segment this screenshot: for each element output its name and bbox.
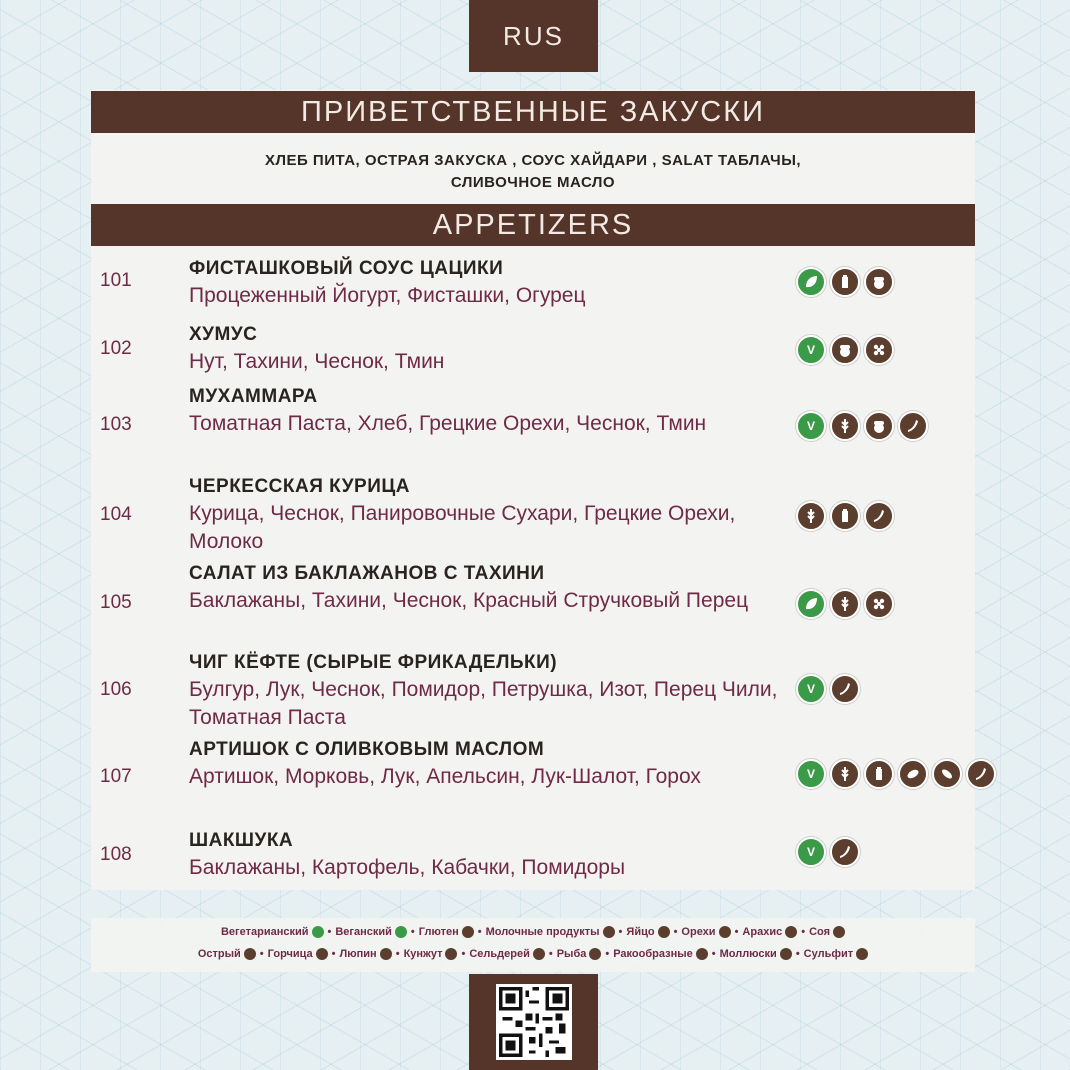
item-allergen-icons bbox=[796, 267, 894, 297]
legend-separator: • bbox=[461, 948, 466, 960]
legend-icon bbox=[312, 926, 324, 938]
legend-icon bbox=[785, 926, 797, 938]
spicy-icon bbox=[830, 837, 860, 867]
legend-icon bbox=[395, 926, 407, 938]
item-allergen-icons bbox=[796, 411, 928, 441]
item-title: АРТИШОК С ОЛИВКОВЫМ МАСЛОМ bbox=[189, 739, 545, 760]
legend-label: Моллюски bbox=[719, 948, 777, 960]
legend-separator: • bbox=[801, 926, 806, 938]
item-number: 102 bbox=[100, 338, 132, 359]
language-tab[interactable]: RUS bbox=[469, 0, 598, 72]
vegan-icon: V bbox=[796, 335, 826, 365]
legend-icon bbox=[658, 926, 670, 938]
legend-icon bbox=[316, 948, 328, 960]
nuts-icon bbox=[864, 267, 894, 297]
legend-label: Острый bbox=[197, 948, 241, 960]
vegetarian-icon bbox=[796, 267, 826, 297]
legend-label: Сульфит bbox=[803, 948, 854, 960]
legend-separator: • bbox=[795, 948, 800, 960]
legend-icon bbox=[833, 926, 845, 938]
legend-label: Веганский bbox=[335, 926, 392, 938]
item-title: ФИСТАШКОВЫЙ СОУС ЦАЦИКИ bbox=[189, 258, 504, 279]
legend-label: Кунжут bbox=[403, 948, 443, 960]
legend-item bbox=[198, 948, 256, 960]
legend-row-2 bbox=[91, 948, 975, 960]
sesame-icon bbox=[864, 589, 894, 619]
legend-item bbox=[268, 948, 328, 960]
legend-separator: • bbox=[618, 926, 623, 938]
legend-item bbox=[340, 948, 392, 960]
item-allergen-icons bbox=[796, 501, 894, 531]
vegetarian-icon bbox=[796, 589, 826, 619]
legend-separator: • bbox=[477, 926, 482, 938]
legend-label: Молочные продукты bbox=[485, 926, 600, 938]
legend-icon bbox=[589, 948, 601, 960]
legend-label: Арахис bbox=[742, 926, 783, 938]
gluten-icon bbox=[830, 759, 860, 789]
item-title: САЛАТ ИЗ БАКЛАЖАНОВ С ТАХИНИ bbox=[189, 563, 545, 584]
item-description: Нут, Тахини, Чеснок, Тмин bbox=[189, 350, 445, 373]
item-description: Процеженный Йогурт, Фисташки, Огурец bbox=[189, 284, 586, 307]
qr-tab[interactable] bbox=[469, 974, 598, 1070]
item-description: Курица, Чеснок, Панировочные Сухари, Грецкие Орехи, Молоко bbox=[189, 502, 736, 553]
legend-item bbox=[469, 948, 545, 960]
legend-label: Соя bbox=[809, 926, 830, 938]
item-number: 104 bbox=[100, 504, 132, 525]
legend-icon bbox=[244, 948, 256, 960]
item-title: ЧИГ КЁФТЕ (СЫРЫЕ ФРИКАДЕЛЬКИ) bbox=[189, 652, 558, 673]
spicy-icon bbox=[966, 759, 996, 789]
legend-label: Яйцо bbox=[626, 926, 655, 938]
legend-icon bbox=[856, 948, 868, 960]
vegan-icon: V bbox=[796, 411, 826, 441]
legend-icon bbox=[533, 948, 545, 960]
item-description: Томатная Паста, Хлеб, Грецкие Орехи, Чеснок, Тмин bbox=[189, 412, 707, 435]
legend-item bbox=[626, 926, 669, 938]
item-description: Баклажаны, Тахини, Чеснок, Красный Стручковый Перец bbox=[189, 589, 749, 612]
welcome-description bbox=[91, 150, 975, 194]
item-description: Артишок, Морковь, Лук, Апельсин, Лук-Шалот, Горох bbox=[189, 765, 701, 788]
welcome-line-1: ХЛЕБ ПИТА, ОСТРАЯ ЗАКУСКА , СОУС ХАЙДАРИ , SАLАТ ТАБЛАЧЫ, bbox=[264, 152, 802, 169]
welcome-line-2: СЛИВОЧНОЕ МАСЛО bbox=[450, 174, 616, 191]
peanut-icon bbox=[898, 759, 928, 789]
item-allergen-icons bbox=[796, 589, 894, 619]
gluten-icon bbox=[830, 589, 860, 619]
nuts-icon bbox=[864, 411, 894, 441]
legend-icon bbox=[603, 926, 615, 938]
legend-icon bbox=[719, 926, 731, 938]
vegan-icon: V bbox=[796, 674, 826, 704]
dairy-icon bbox=[830, 267, 860, 297]
dairy-icon bbox=[830, 501, 860, 531]
item-number: 108 bbox=[100, 844, 132, 865]
vegan-icon: V bbox=[796, 837, 826, 867]
legend-item bbox=[720, 948, 792, 960]
item-allergen-icons bbox=[796, 837, 860, 867]
legend-label: Люпин bbox=[339, 948, 377, 960]
item-description: Баклажаны, Картофель, Кабачки, Помидоры bbox=[189, 856, 626, 879]
welcome-heading: ПРИВЕТСТВЕННЫЕ ЗАКУСКИ bbox=[91, 91, 975, 133]
item-allergen-icons bbox=[796, 674, 860, 704]
legend-label: Горчица bbox=[267, 948, 313, 960]
legend-label: Орехи bbox=[681, 926, 716, 938]
spicy-icon bbox=[898, 411, 928, 441]
item-allergen-icons bbox=[796, 335, 894, 365]
legend-separator: • bbox=[605, 948, 610, 960]
legend-row-1 bbox=[91, 926, 975, 938]
item-title: ШАКШУКА bbox=[189, 830, 294, 851]
spicy-icon bbox=[830, 674, 860, 704]
legend-separator: • bbox=[331, 948, 336, 960]
legend-item bbox=[681, 926, 730, 938]
legend-item bbox=[486, 926, 615, 938]
item-number: 103 bbox=[100, 414, 132, 435]
qr-code-icon[interactable] bbox=[496, 984, 572, 1060]
legend-item bbox=[804, 948, 868, 960]
item-title: МУХАММАРА bbox=[189, 386, 318, 407]
vegan-icon: V bbox=[796, 759, 826, 789]
legend-separator: • bbox=[395, 948, 400, 960]
item-allergen-icons bbox=[796, 759, 996, 789]
legend-icon bbox=[380, 948, 392, 960]
item-title: ЧЕРКЕССКАЯ КУРИЦА bbox=[189, 476, 410, 497]
legend-separator: • bbox=[548, 948, 553, 960]
section-heading: APPETIZERS bbox=[91, 204, 975, 246]
legend-item bbox=[335, 926, 407, 938]
legend-icon bbox=[445, 948, 457, 960]
legend-label: Ракообразные bbox=[613, 948, 693, 960]
legend-item bbox=[742, 926, 797, 938]
sesame-icon bbox=[864, 335, 894, 365]
legend-icon bbox=[696, 948, 708, 960]
spicy-icon bbox=[864, 501, 894, 531]
legend-separator: • bbox=[711, 948, 716, 960]
legend-item bbox=[221, 926, 324, 938]
item-number: 107 bbox=[100, 766, 132, 787]
dairy-icon bbox=[864, 759, 894, 789]
legend-icon bbox=[780, 948, 792, 960]
item-number: 105 bbox=[100, 592, 132, 613]
legend-icon bbox=[462, 926, 474, 938]
legend-label: Глютен bbox=[418, 926, 459, 938]
item-number: 101 bbox=[100, 270, 132, 291]
legend-label: Сельдерей bbox=[469, 948, 530, 960]
legend-item bbox=[557, 948, 602, 960]
legend-label: Вегетарианский bbox=[220, 926, 309, 938]
item-title: ХУМУС bbox=[189, 324, 258, 345]
legend-separator: • bbox=[673, 926, 678, 938]
legend-item bbox=[613, 948, 708, 960]
legend-label: Рыба bbox=[556, 948, 587, 960]
nuts-icon bbox=[830, 335, 860, 365]
item-description: Булгур, Лук, Чеснок, Помидор, Петрушка, Изот, Перец Чили, Томатная Паста bbox=[189, 678, 778, 729]
soy-icon bbox=[932, 759, 962, 789]
legend-separator: • bbox=[410, 926, 415, 938]
allergen-legend bbox=[91, 918, 975, 972]
gluten-icon bbox=[796, 501, 826, 531]
legend-item bbox=[809, 926, 845, 938]
item-number: 106 bbox=[100, 679, 132, 700]
gluten-icon bbox=[830, 411, 860, 441]
legend-item bbox=[419, 926, 474, 938]
legend-separator: • bbox=[259, 948, 264, 960]
legend-separator: • bbox=[327, 926, 332, 938]
legend-item bbox=[404, 948, 458, 960]
legend-separator: • bbox=[734, 926, 739, 938]
